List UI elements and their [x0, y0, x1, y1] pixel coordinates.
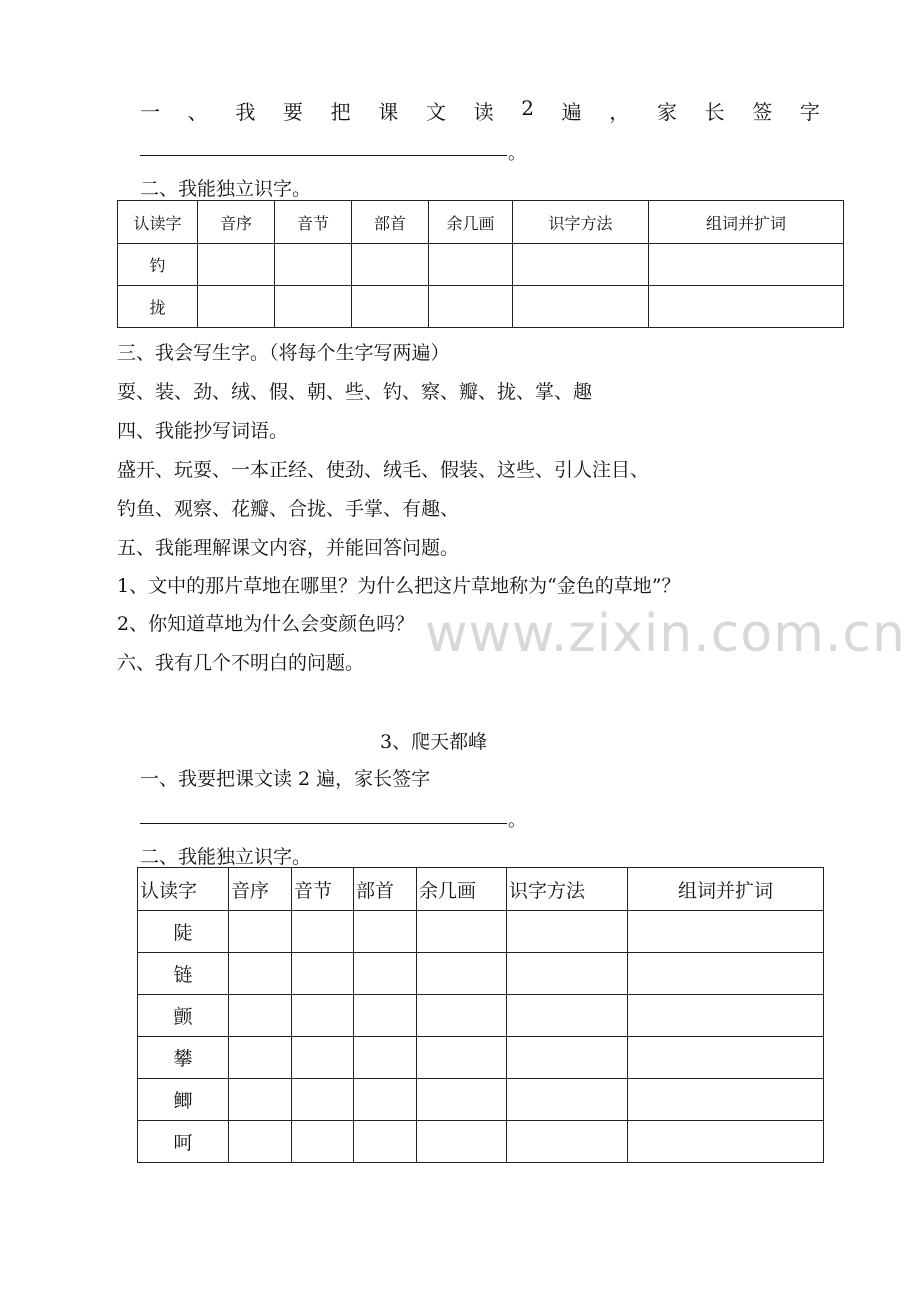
row-char: 鲫 — [138, 1079, 229, 1121]
answer-cell[interactable] — [417, 995, 507, 1037]
table-row — [138, 1079, 824, 1121]
answer-cell[interactable] — [649, 286, 844, 328]
col-header-syllable: 音节 — [275, 201, 352, 244]
part2-heading: 二、我能独立识字。 — [140, 178, 312, 200]
table-header-row — [138, 868, 824, 911]
part4-words-line1: 盛开、玩耍、一本正经、使劲、绒毛、假装、这些、引人注目、 — [117, 459, 650, 481]
row-char: 颤 — [138, 995, 229, 1037]
read-instruction-char: 字 — [799, 100, 820, 124]
read-instruction-char: 要 — [282, 100, 303, 124]
answer-cell[interactable] — [628, 1079, 824, 1121]
answer-cell[interactable] — [628, 911, 824, 953]
read-instruction-char: 、 — [187, 100, 208, 124]
part5-heading: 五、我能理解课文内容，并能回答问题。 — [117, 537, 460, 559]
character-table — [117, 200, 844, 328]
col-header-words: 组词并扩词 — [628, 868, 824, 911]
col-header-syllable: 音节 — [292, 868, 354, 911]
read-instruction-char: 2 — [521, 96, 534, 120]
read-instruction-char: 长 — [704, 100, 725, 124]
table-row — [138, 953, 824, 995]
col-header-char: 认读字 — [118, 201, 198, 244]
read-instruction-char: 读 — [473, 100, 494, 124]
read-instruction-char: 我 — [235, 100, 256, 124]
answer-cell[interactable] — [354, 911, 417, 953]
answer-cell[interactable] — [292, 953, 354, 995]
answer-cell[interactable] — [507, 1037, 628, 1079]
read-instruction-2: 一、我要把课文读 2 遍，家长签字 — [140, 768, 431, 790]
read-instruction-char: 把 — [330, 100, 351, 124]
col-header-char: 认读字 — [138, 868, 229, 911]
answer-cell[interactable] — [507, 995, 628, 1037]
answer-cell[interactable] — [429, 286, 513, 328]
answer-cell[interactable] — [354, 1037, 417, 1079]
answer-cell[interactable] — [352, 244, 429, 286]
answer-cell[interactable] — [229, 1079, 292, 1121]
answer-cell[interactable] — [628, 953, 824, 995]
answer-cell[interactable] — [507, 1121, 628, 1163]
answer-cell[interactable] — [229, 995, 292, 1037]
question-2: 2、你知道草地为什么会变颜色吗？ — [117, 613, 415, 635]
answer-cell[interactable] — [354, 1079, 417, 1121]
character-table-2 — [137, 867, 824, 1163]
part6-heading: 六、我有几个不明白的问题。 — [117, 652, 365, 674]
answer-cell[interactable] — [507, 1079, 628, 1121]
signature-line[interactable] — [140, 155, 507, 156]
answer-cell[interactable] — [229, 911, 292, 953]
read-instruction-char: 遍 — [561, 100, 582, 124]
answer-cell[interactable] — [198, 244, 275, 286]
read-instruction-char: 文 — [425, 100, 446, 124]
answer-cell[interactable] — [417, 1079, 507, 1121]
read-instruction-char: 签 — [752, 100, 773, 124]
col-header-words: 组词并扩词 — [649, 201, 844, 244]
answer-cell[interactable] — [513, 286, 649, 328]
answer-cell[interactable] — [507, 911, 628, 953]
answer-cell[interactable] — [628, 1037, 824, 1079]
col-header-order: 音序 — [198, 201, 275, 244]
col-header-order: 音序 — [229, 868, 292, 911]
answer-cell[interactable] — [507, 953, 628, 995]
table-row — [138, 911, 824, 953]
answer-cell[interactable] — [354, 995, 417, 1037]
read-instruction-line — [140, 96, 820, 125]
read-instruction-char: 课 — [378, 100, 399, 124]
table-row — [138, 1037, 824, 1079]
col-header-method: 识字方法 — [507, 868, 628, 911]
answer-cell[interactable] — [417, 1037, 507, 1079]
part3-characters: 耍、装、劲、绒、假、朝、些、钓、察、瓣、拢、掌、趣 — [117, 381, 593, 403]
answer-cell[interactable] — [275, 286, 352, 328]
read-instruction-char: ， — [609, 100, 630, 124]
read-instruction-char: 家 — [656, 100, 677, 124]
answer-cell[interactable] — [513, 244, 649, 286]
col-header-strokes: 余几画 — [429, 201, 513, 244]
watermark: www.zixin.com.cn — [425, 604, 906, 664]
answer-cell[interactable] — [628, 995, 824, 1037]
read-instruction-char: 一 — [140, 100, 160, 124]
table-header-row — [118, 201, 844, 244]
part4-heading: 四、我能抄写词语。 — [117, 420, 289, 442]
lesson-title: 3、爬天都峰 — [380, 731, 488, 753]
part4-words-line2: 钓鱼、观察、花瓣、合拢、手掌、有趣、 — [117, 498, 460, 520]
col-header-method: 识字方法 — [513, 201, 649, 244]
answer-cell[interactable] — [292, 1079, 354, 1121]
answer-cell[interactable] — [229, 1121, 292, 1163]
answer-cell[interactable] — [229, 953, 292, 995]
table-row — [138, 995, 824, 1037]
question-1: 1、文中的那片草地在哪里？为什么把这片草地称为“金色的草地”？ — [117, 575, 681, 597]
answer-cell[interactable] — [628, 1121, 824, 1163]
part2-heading-2: 二、我能独立识字。 — [140, 846, 312, 868]
answer-cell[interactable] — [354, 1121, 417, 1163]
answer-cell[interactable] — [354, 953, 417, 995]
signature-period: 。 — [508, 143, 526, 164]
answer-cell[interactable] — [292, 911, 354, 953]
part3-heading: 三、我会写生字。（将每个生字写两遍） — [117, 342, 450, 364]
answer-cell[interactable] — [292, 1121, 354, 1163]
row-char: 拢 — [118, 286, 198, 328]
answer-cell[interactable] — [429, 244, 513, 286]
col-header-radical: 部首 — [352, 201, 429, 244]
answer-cell[interactable] — [417, 953, 507, 995]
signature-period-2: 。 — [508, 810, 526, 831]
row-char: 链 — [138, 953, 229, 995]
answer-cell[interactable] — [292, 995, 354, 1037]
answer-cell[interactable] — [352, 286, 429, 328]
answer-cell[interactable] — [292, 1037, 354, 1079]
answer-cell[interactable] — [417, 911, 507, 953]
table-row — [138, 1121, 824, 1163]
answer-cell[interactable] — [275, 244, 352, 286]
col-header-radical: 部首 — [354, 868, 417, 911]
answer-cell[interactable] — [229, 1037, 292, 1079]
answer-cell[interactable] — [417, 1121, 507, 1163]
answer-cell[interactable] — [649, 244, 844, 286]
row-char: 呵 — [138, 1121, 229, 1163]
row-char: 攀 — [138, 1037, 229, 1079]
col-header-strokes: 余几画 — [417, 868, 507, 911]
signature-line-2[interactable] — [140, 823, 507, 824]
table-row — [118, 244, 844, 286]
row-char: 钓 — [118, 244, 198, 286]
answer-cell[interactable] — [198, 286, 275, 328]
row-char: 陡 — [138, 911, 229, 953]
table-row — [118, 286, 844, 328]
